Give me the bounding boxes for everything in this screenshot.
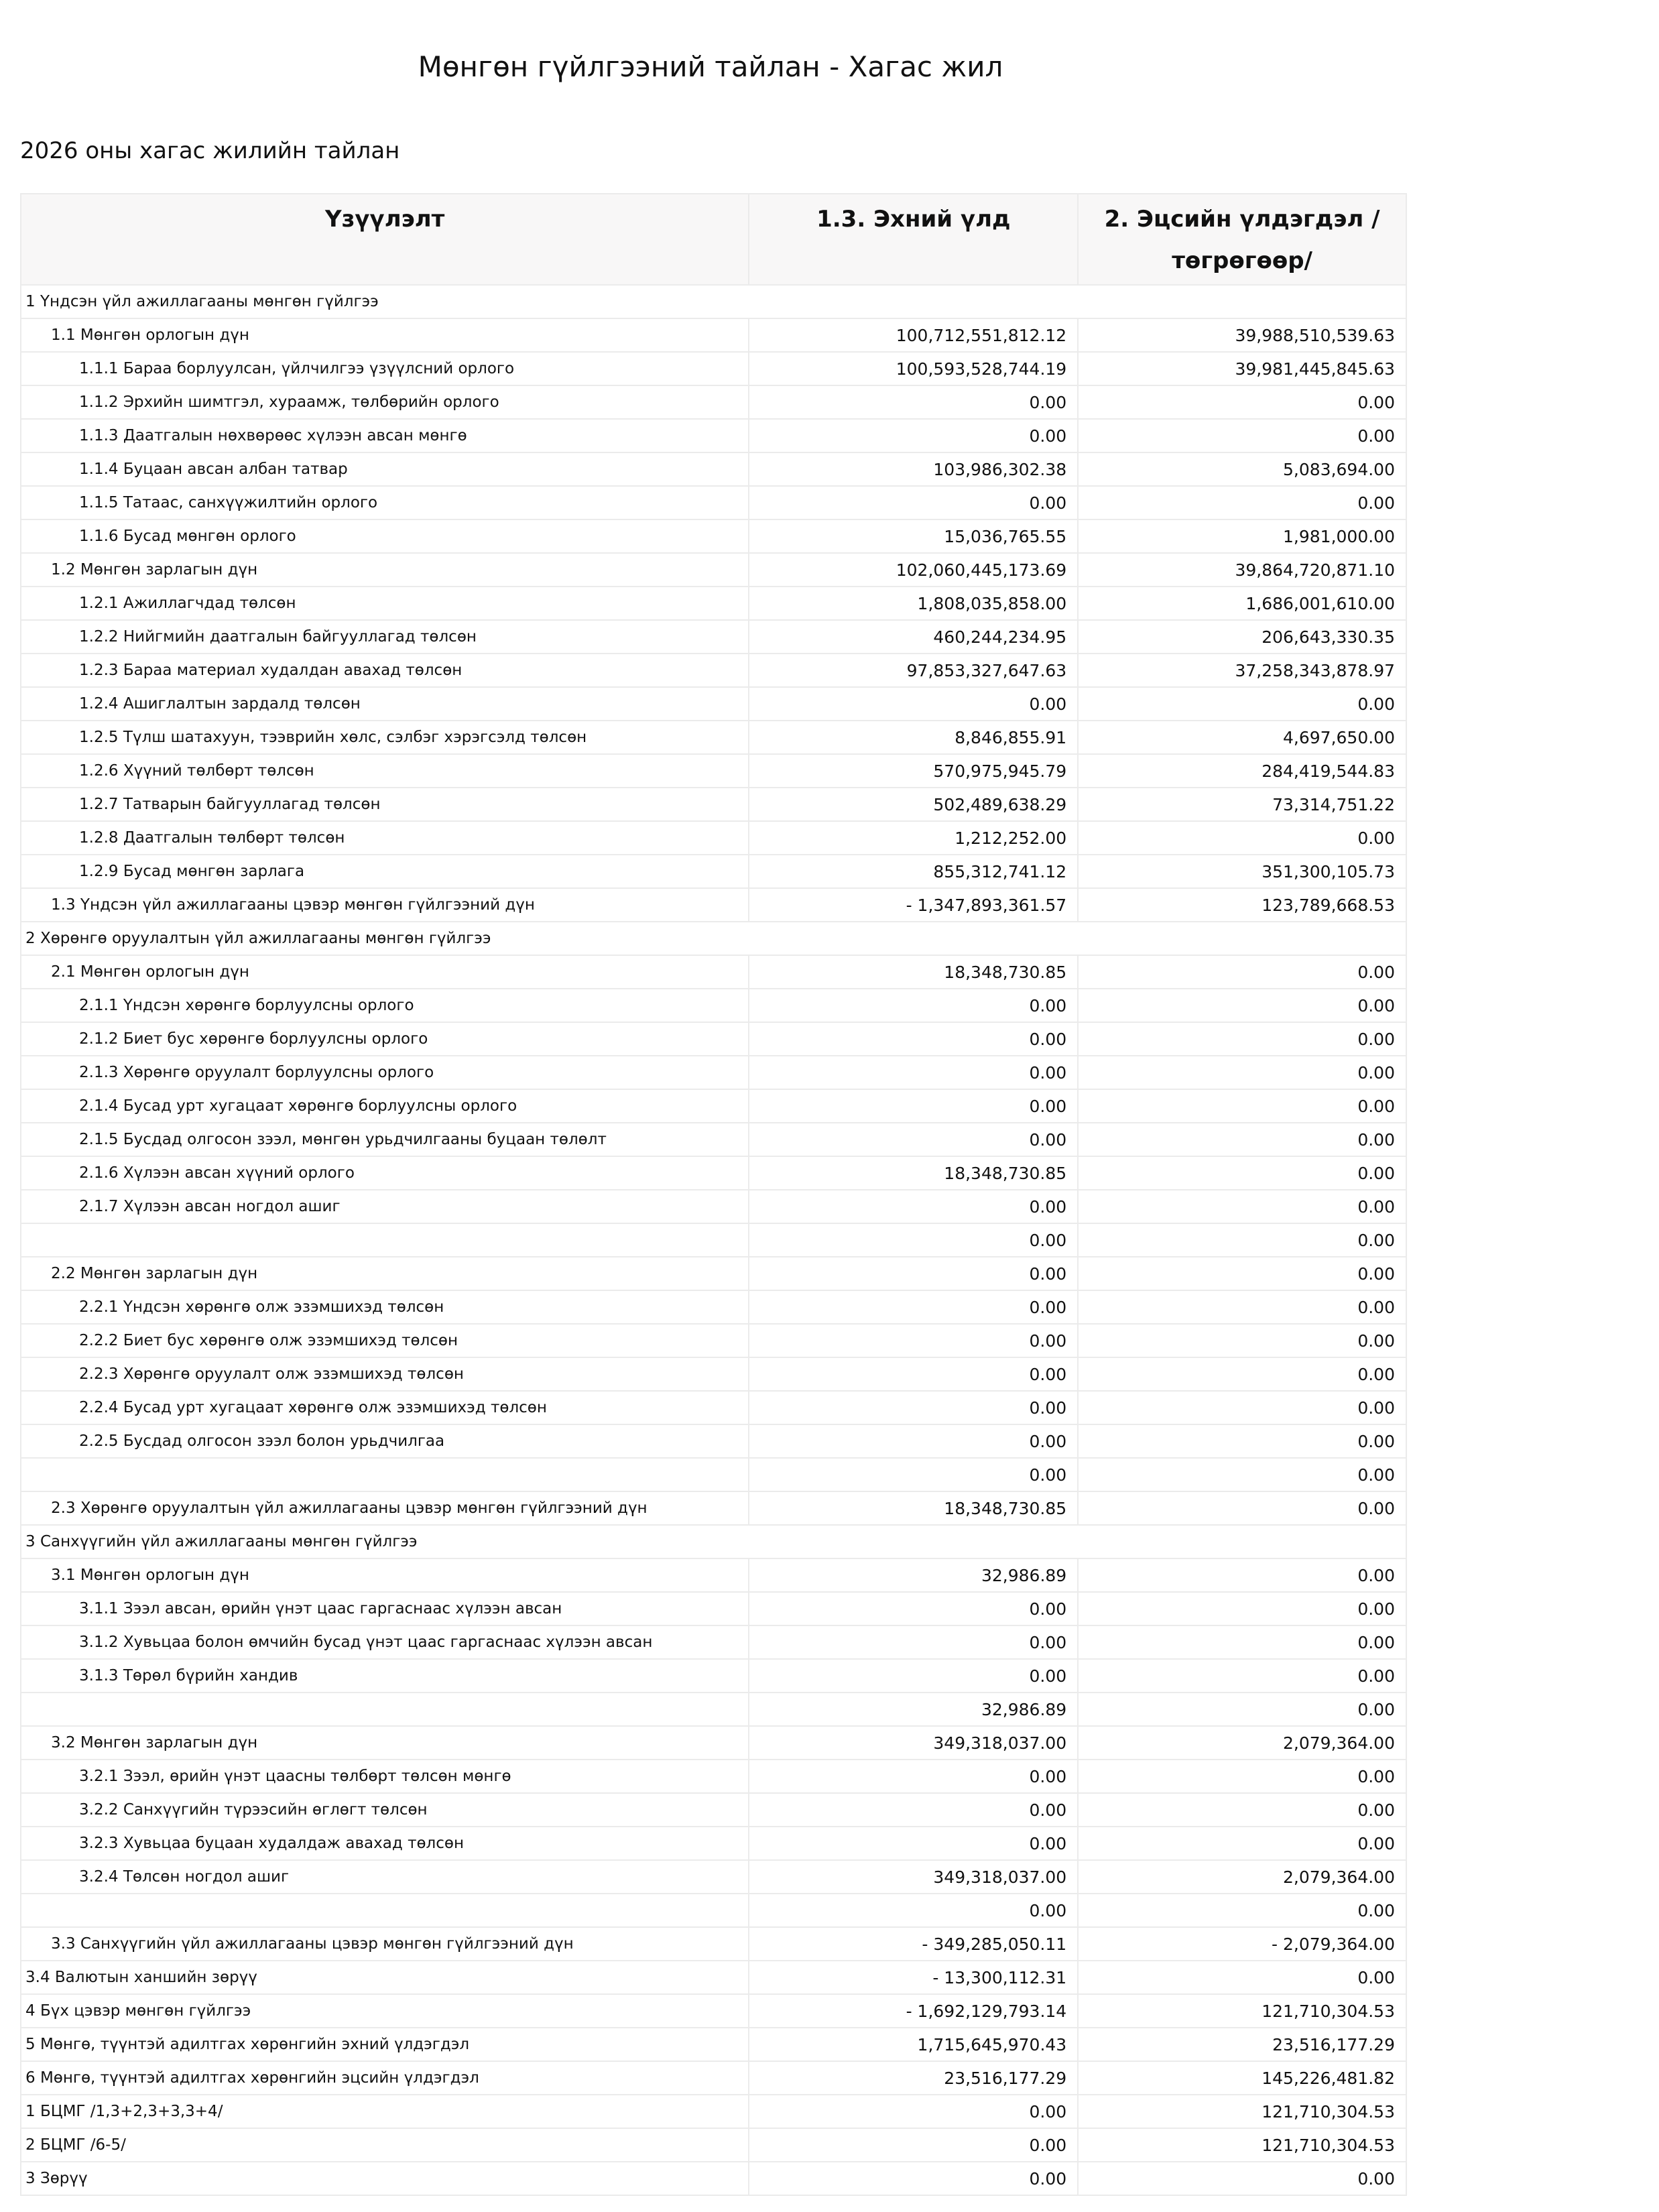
closing-value-cell: 1,981,000.00 (1078, 519, 1406, 553)
table-row (21, 352, 1406, 385)
closing-value-cell: 0.00 (1078, 1056, 1406, 1089)
row-label-cell (21, 1391, 749, 1424)
opening-value-cell: 0.00 (749, 419, 1078, 452)
row-label-cell (21, 2162, 749, 2195)
row-label: 1.1.6 Бусад мөнгөн орлого (79, 528, 296, 545)
row-label-cell (21, 1156, 749, 1190)
row-label: 2.2.2 Биет бус хөрөнгө олж эзэмшихэд төлсөн (79, 1332, 458, 1349)
row-label-cell (21, 754, 749, 788)
closing-value-cell: 4,697,650.00 (1078, 721, 1406, 754)
table-row (21, 754, 1406, 788)
table-row (21, 1994, 1406, 2028)
row-label: 3.1.2 Хувьцаа болон өмчийн бусад үнэт цаас гаргаснаас хүлээн авсан (79, 1634, 653, 1651)
opening-value-cell: 0.00 (749, 1894, 1078, 1927)
closing-value-cell: 0.00 (1078, 1793, 1406, 1827)
table-row (21, 1793, 1406, 1827)
table-row (21, 419, 1406, 452)
opening-value-cell: 0.00 (749, 1659, 1078, 1693)
opening-value-cell: 0.00 (749, 1592, 1078, 1625)
row-label: 2 БЦМГ /6-5/ (25, 2136, 126, 2154)
row-label-cell (21, 1290, 749, 1324)
opening-value-cell: 97,853,327,647.63 (749, 654, 1078, 687)
closing-value-cell: 0.00 (1078, 1223, 1406, 1257)
table-row (21, 1592, 1406, 1625)
row-label-cell (21, 1424, 749, 1458)
table-row (21, 2128, 1406, 2162)
closing-value-cell: 0.00 (1078, 1022, 1406, 1056)
closing-value-cell: 1,686,001,610.00 (1078, 587, 1406, 620)
table-row (21, 2061, 1406, 2095)
row-label: 2.1.6 Хүлээн авсан хүүний орлого (79, 1164, 355, 1182)
row-label: 1.2.6 Хүүний төлбөрт төлсөн (79, 762, 314, 780)
row-label-cell (21, 1693, 749, 1726)
row-label: 1.2.8 Даатгалын төлбөрт төлсөн (79, 829, 345, 847)
row-label: 3.4 Валютын ханшийн зөрүү (25, 1969, 257, 1986)
opening-value-cell: 103,986,302.38 (749, 452, 1078, 486)
row-label-cell (21, 2128, 749, 2162)
table-row (21, 1827, 1406, 1860)
closing-value-cell: 0.00 (1078, 1089, 1406, 1123)
opening-value-cell: 32,986.89 (749, 1693, 1078, 1726)
closing-value-cell: - 2,079,364.00 (1078, 1927, 1406, 1961)
row-label-cell (21, 2095, 749, 2128)
row-label-cell (21, 1223, 749, 1257)
table-header-row (21, 194, 1406, 285)
closing-value-cell: 121,710,304.53 (1078, 2128, 1406, 2162)
opening-value-cell: 100,712,551,812.12 (749, 318, 1078, 352)
table-row (21, 989, 1406, 1022)
row-label: 2.1.5 Бусдад олгосон зээл, мөнгөн урьдчилгааны буцаан төлөлт (79, 1131, 607, 1148)
closing-value-cell: 0.00 (1078, 1625, 1406, 1659)
table-row (21, 1056, 1406, 1089)
table-row (21, 1223, 1406, 1257)
opening-value-cell: 0.00 (749, 2162, 1078, 2195)
row-label-cell (21, 654, 749, 687)
row-label-cell (21, 1089, 749, 1123)
closing-value-cell: 121,710,304.53 (1078, 1994, 1406, 2028)
table-row (21, 620, 1406, 654)
closing-value-cell: 0.00 (1078, 1123, 1406, 1156)
row-label: 1.1 Мөнгөн орлогын дүн (51, 326, 249, 344)
closing-value-cell: 0.00 (1078, 1458, 1406, 1491)
closing-value-cell: 0.00 (1078, 1693, 1406, 1726)
row-label: 1 Үндсэн үйл ажиллагааны мөнгөн гүйлгээ (25, 293, 379, 310)
opening-value-cell: 32,986.89 (749, 1558, 1078, 1592)
table-row (21, 1391, 1406, 1424)
table-row (21, 1357, 1406, 1391)
closing-value-cell: 0.00 (1078, 486, 1406, 519)
opening-value-cell: 0.00 (749, 1458, 1078, 1491)
row-label-cell (21, 1022, 749, 1056)
row-label-cell (21, 486, 749, 519)
row-label-cell (21, 318, 749, 352)
row-label-cell (21, 519, 749, 553)
row-label-cell (21, 1592, 749, 1625)
table-row (21, 1860, 1406, 1894)
row-label-cell (21, 1458, 749, 1491)
table-row (21, 1458, 1406, 1491)
opening-value-cell: 0.00 (749, 1257, 1078, 1290)
table-row (21, 318, 1406, 352)
row-label-cell (21, 385, 749, 419)
row-label: 2 Хөрөнгө оруулалтын үйл ажиллагааны мөнгөн гүйлгээ (25, 930, 491, 947)
table-row (21, 519, 1406, 553)
row-label: 2.2 Мөнгөн зарлагын дүн (51, 1265, 258, 1282)
closing-value-cell: 0.00 (1078, 1592, 1406, 1625)
opening-value-cell: 100,593,528,744.19 (749, 352, 1078, 385)
opening-value-cell: 349,318,037.00 (749, 1726, 1078, 1760)
row-label-cell (21, 1257, 749, 1290)
table-row (21, 385, 1406, 419)
row-label: 1.2.3 Бараа материал худалдан авахад төлсөн (79, 662, 463, 679)
table-row (21, 1491, 1406, 1525)
closing-value-cell: 0.00 (1078, 1760, 1406, 1793)
table-row (21, 553, 1406, 587)
table-row (21, 2162, 1406, 2195)
opening-value-cell: 0.00 (749, 1022, 1078, 1056)
column-header-indicator: Үзүүлэлт (21, 194, 749, 285)
table-row (21, 788, 1406, 821)
closing-value-cell: 0.00 (1078, 821, 1406, 855)
table-row (21, 821, 1406, 855)
row-label: 1 БЦМГ /1,3+2,3+3,3+4/ (25, 2103, 223, 2120)
table-row (21, 2028, 1406, 2061)
closing-value-cell: 2,079,364.00 (1078, 1860, 1406, 1894)
row-label: 1.1.5 Татаас, санхүүжилтийн орлого (79, 494, 378, 511)
row-label-cell (21, 452, 749, 486)
opening-value-cell: 0.00 (749, 989, 1078, 1022)
row-label-cell (21, 1357, 749, 1391)
table-row (21, 1290, 1406, 1324)
row-label: 3.2 Мөнгөн зарлагын дүн (51, 1734, 258, 1752)
row-label-cell (21, 620, 749, 654)
opening-value-cell: 349,318,037.00 (749, 1860, 1078, 1894)
row-label: 1.1.1 Бараа борлуулсан, үйлчилгээ үзүүлсний орлого (79, 360, 515, 377)
row-label-cell (21, 1894, 749, 1927)
opening-value-cell: 0.00 (749, 687, 1078, 721)
row-label: 1.2.5 Түлш шатахуун, тээврийн хөлс, сэлбэг хэрэгсэлд төлсөн (79, 729, 587, 746)
opening-value-cell: 0.00 (749, 1793, 1078, 1827)
row-label-cell (21, 1123, 749, 1156)
row-label-cell (21, 1793, 749, 1827)
row-label: 3.2.3 Хувьцаа буцаан худалдаж авахад төлсөн (79, 1835, 464, 1852)
column-header-opening: 1.3. Эхний үлд (749, 194, 1078, 285)
row-label-cell (21, 721, 749, 754)
closing-value-cell: 0.00 (1078, 1290, 1406, 1324)
row-label: 3 Санхүүгийн үйл ажиллагааны мөнгөн гүйлгээ (25, 1533, 418, 1550)
closing-value-cell: 0.00 (1078, 2162, 1406, 2195)
opening-value-cell: 18,348,730.85 (749, 955, 1078, 989)
closing-value-cell: 2,079,364.00 (1078, 1726, 1406, 1760)
table-row (21, 1927, 1406, 1961)
cash-flow-table (20, 193, 1407, 2196)
row-label: 3.2.4 Төлсөн ногдол ашиг (79, 1868, 290, 1886)
opening-value-cell: 0.00 (749, 1123, 1078, 1156)
row-label-cell (21, 1659, 749, 1693)
table-row (21, 1894, 1406, 1927)
opening-value-cell: 8,846,855.91 (749, 721, 1078, 754)
row-label: 3.1 Мөнгөн орлогын дүн (51, 1566, 249, 1584)
row-label-cell (21, 1927, 749, 1961)
opening-value-cell: 0.00 (749, 1089, 1078, 1123)
closing-value-cell: 0.00 (1078, 1558, 1406, 1592)
row-label-cell (21, 587, 749, 620)
row-label-cell (21, 553, 749, 587)
opening-value-cell: 1,715,645,970.43 (749, 2028, 1078, 2061)
closing-value-cell: 145,226,481.82 (1078, 2061, 1406, 2095)
row-label-cell (21, 285, 1406, 318)
closing-value-cell: 39,981,445,845.63 (1078, 352, 1406, 385)
table-row (21, 1089, 1406, 1123)
opening-value-cell: 102,060,445,173.69 (749, 553, 1078, 587)
row-label: 1.3 Үндсэн үйл ажиллагааны цэвэр мөнгөн гүйлгээний дүн (51, 896, 535, 914)
row-label: 1.1.4 Буцаан авсан албан татвар (79, 460, 348, 478)
row-label: 1.2.9 Бусад мөнгөн зарлага (79, 863, 305, 880)
table-row (21, 687, 1406, 721)
closing-value-cell: 206,643,330.35 (1078, 620, 1406, 654)
row-label: 3.2.1 Зээл, өрийн үнэт цаасны төлбөрт төлсөн мөнгө (79, 1768, 511, 1785)
table-row (21, 654, 1406, 687)
row-label: 2.2.3 Хөрөнгө оруулалт олж эзэмшихэд төлсөн (79, 1365, 464, 1383)
opening-value-cell: 1,212,252.00 (749, 821, 1078, 855)
opening-value-cell: 0.00 (749, 1827, 1078, 1860)
closing-value-cell: 0.00 (1078, 1324, 1406, 1357)
opening-value-cell: 18,348,730.85 (749, 1491, 1078, 1525)
closing-value-cell: 23,516,177.29 (1078, 2028, 1406, 2061)
closing-value-cell: 39,864,720,871.10 (1078, 553, 1406, 587)
row-label-cell (21, 821, 749, 855)
table-row (21, 1324, 1406, 1357)
table-row (21, 486, 1406, 519)
row-label-cell (21, 1961, 749, 1994)
row-label: 2.1.2 Биет бус хөрөнгө борлуулсны орлого (79, 1030, 428, 1048)
row-label-cell (21, 1860, 749, 1894)
row-label: 2.1.7 Хүлээн авсан ногдол ашиг (79, 1198, 341, 1215)
report-title: Мөнгөн гүйлгээний тайлан - Хагас жил (418, 50, 1003, 83)
table-row (21, 888, 1406, 922)
row-label: 2.2.4 Бусад урт хугацаат хөрөнгө олж эзэмшихэд төлсөн (79, 1399, 547, 1416)
opening-value-cell: - 1,692,129,793.14 (749, 1994, 1078, 2028)
opening-value-cell: 0.00 (749, 1290, 1078, 1324)
opening-value-cell: 502,489,638.29 (749, 788, 1078, 821)
closing-value-cell: 123,789,668.53 (1078, 888, 1406, 922)
table-row (21, 1693, 1406, 1726)
closing-value-cell: 0.00 (1078, 1961, 1406, 1994)
table-row (21, 2095, 1406, 2128)
opening-value-cell: 0.00 (749, 2128, 1078, 2162)
section-row (21, 922, 1406, 955)
row-label-cell (21, 352, 749, 385)
closing-value-cell: 0.00 (1078, 687, 1406, 721)
opening-value-cell: - 13,300,112.31 (749, 1961, 1078, 1994)
opening-value-cell: - 1,347,893,361.57 (749, 888, 1078, 922)
opening-value-cell: 18,348,730.85 (749, 1156, 1078, 1190)
table-row (21, 587, 1406, 620)
table-row (21, 1257, 1406, 1290)
row-label: 6 Мөнгө, түүнтэй адилтгах хөрөнгийн эцсийн үлдэгдэл (25, 2069, 479, 2087)
row-label: 1.1.3 Даатгалын нөхвөрөөс хүлээн авсан мөнгө (79, 427, 467, 444)
opening-value-cell: 0.00 (749, 2095, 1078, 2128)
table-row (21, 1625, 1406, 1659)
column-header-closing: 2. Эцсийн үлдэгдэл / төгрөгөөр/ (1078, 194, 1406, 285)
row-label-cell (21, 1625, 749, 1659)
opening-value-cell: 855,312,741.12 (749, 855, 1078, 888)
table-row (21, 1961, 1406, 1994)
row-label-cell (21, 989, 749, 1022)
row-label: 3.2.2 Санхүүгийн түрээсийн өглөгт төлсөн (79, 1801, 428, 1819)
row-label: 5 Мөнгө, түүнтэй адилтгах хөрөнгийн эхний үлдэгдэл (25, 2036, 470, 2053)
closing-value-cell: 37,258,343,878.97 (1078, 654, 1406, 687)
closing-value-cell: 0.00 (1078, 385, 1406, 419)
row-label-cell (21, 1525, 1406, 1558)
table-row (21, 1190, 1406, 1223)
opening-value-cell: 0.00 (749, 1190, 1078, 1223)
closing-value-cell: 73,314,751.22 (1078, 788, 1406, 821)
table-row (21, 452, 1406, 486)
section-row (21, 1525, 1406, 1558)
table-row (21, 855, 1406, 888)
row-label-cell (21, 1726, 749, 1760)
closing-value-cell: 0.00 (1078, 1156, 1406, 1190)
opening-value-cell: 570,975,945.79 (749, 754, 1078, 788)
opening-value-cell: 0.00 (749, 1760, 1078, 1793)
closing-value-cell: 351,300,105.73 (1078, 855, 1406, 888)
row-label: 3.3 Санхүүгийн үйл ажиллагааны цэвэр мөнгөн гүйлгээний дүн (51, 1935, 574, 1953)
opening-value-cell: - 349,285,050.11 (749, 1927, 1078, 1961)
closing-value-cell: 0.00 (1078, 1894, 1406, 1927)
section-row (21, 285, 1406, 318)
row-label-cell (21, 2061, 749, 2095)
row-label-cell (21, 955, 749, 989)
table-row (21, 1424, 1406, 1458)
opening-value-cell: 0.00 (749, 1324, 1078, 1357)
row-label: 2.1.4 Бусад урт хугацаат хөрөнгө борлуулсны орлого (79, 1097, 517, 1115)
row-label-cell (21, 1324, 749, 1357)
table-row (21, 955, 1406, 989)
row-label: 1.2.7 Татварын байгууллагад төлсөн (79, 796, 381, 813)
table-row (21, 1156, 1406, 1190)
row-label: 1.1.2 Эрхийн шимтгэл, хураамж, төлбөрийн орлого (79, 393, 499, 411)
closing-value-cell: 0.00 (1078, 1659, 1406, 1693)
row-label: 1.2.4 Ашиглалтын зардалд төлсөн (79, 695, 361, 713)
row-label: 4 Бүх цэвэр мөнгөн гүйлгээ (25, 2002, 251, 2020)
opening-value-cell: 0.00 (749, 1625, 1078, 1659)
row-label: 1.2.2 Нийгмийн даатгалын байгууллагад төлсөн (79, 628, 477, 646)
row-label: 2.1 Мөнгөн орлогын дүн (51, 963, 249, 981)
row-label: 3 Зөрүү (25, 2170, 88, 2187)
opening-value-cell: 0.00 (749, 1424, 1078, 1458)
closing-value-cell: 284,419,544.83 (1078, 754, 1406, 788)
row-label-cell (21, 419, 749, 452)
row-label-cell (21, 1491, 749, 1525)
closing-value-cell: 39,988,510,539.63 (1078, 318, 1406, 352)
opening-value-cell: 1,808,035,858.00 (749, 587, 1078, 620)
opening-value-cell: 0.00 (749, 1391, 1078, 1424)
row-label-cell (21, 1056, 749, 1089)
closing-value-cell: 0.00 (1078, 1357, 1406, 1391)
closing-value-cell: 0.00 (1078, 989, 1406, 1022)
row-label-cell (21, 855, 749, 888)
row-label: 1.2.1 Ажиллагчдад төлсөн (79, 595, 296, 612)
table-row (21, 1726, 1406, 1760)
row-label-cell (21, 687, 749, 721)
table-row (21, 1659, 1406, 1693)
row-label-cell (21, 922, 1406, 955)
row-label: 2.2.1 Үндсэн хөрөнгө олж эзэмшихэд төлсөн (79, 1298, 444, 1316)
closing-value-cell: 0.00 (1078, 1491, 1406, 1525)
opening-value-cell: 0.00 (749, 385, 1078, 419)
opening-value-cell: 0.00 (749, 1357, 1078, 1391)
closing-value-cell: 0.00 (1078, 955, 1406, 989)
row-label: 3.1.3 Төрөл бүрийн хандив (79, 1667, 298, 1684)
closing-value-cell: 5,083,694.00 (1078, 452, 1406, 486)
opening-value-cell: 0.00 (749, 1223, 1078, 1257)
row-label-cell (21, 888, 749, 922)
row-label-cell (21, 1994, 749, 2028)
opening-value-cell: 0.00 (749, 1056, 1078, 1089)
opening-value-cell: 460,244,234.95 (749, 620, 1078, 654)
row-label-cell (21, 1558, 749, 1592)
closing-value-cell: 121,710,304.53 (1078, 2095, 1406, 2128)
row-label: 1.2 Мөнгөн зарлагын дүн (51, 561, 258, 578)
row-label: 3.1.1 Зээл авсан, өрийн үнэт цаас гаргаснаас хүлээн авсан (79, 1600, 562, 1617)
row-label-cell (21, 1190, 749, 1223)
table-row (21, 1558, 1406, 1592)
row-label-cell (21, 2028, 749, 2061)
report-subtitle: 2026 оны хагас жилийн тайлан (20, 137, 400, 164)
table-row (21, 1022, 1406, 1056)
table-row (21, 1123, 1406, 1156)
table-row (21, 1760, 1406, 1793)
row-label: 2.2.5 Бусдад олгосон зээл болон урьдчилгаа (79, 1432, 445, 1450)
row-label-cell (21, 1760, 749, 1793)
closing-value-cell: 0.00 (1078, 1190, 1406, 1223)
opening-value-cell: 15,036,765.55 (749, 519, 1078, 553)
table-body (21, 285, 1406, 2195)
closing-value-cell: 0.00 (1078, 419, 1406, 452)
row-label: 2.1.1 Үндсэн хөрөнгө борлуулсны орлого (79, 997, 414, 1014)
row-label-cell (21, 788, 749, 821)
closing-value-cell: 0.00 (1078, 1827, 1406, 1860)
closing-value-cell: 0.00 (1078, 1424, 1406, 1458)
opening-value-cell: 0.00 (749, 486, 1078, 519)
row-label: 2.3 Хөрөнгө оруулалтын үйл ажиллагааны цэвэр мөнгөн гүйлгээний дүн (51, 1499, 648, 1517)
table-row (21, 721, 1406, 754)
row-label: 2.1.3 Хөрөнгө оруулалт борлуулсны орлого (79, 1064, 434, 1081)
closing-value-cell: 0.00 (1078, 1257, 1406, 1290)
opening-value-cell: 23,516,177.29 (749, 2061, 1078, 2095)
closing-value-cell: 0.00 (1078, 1391, 1406, 1424)
row-label-cell (21, 1827, 749, 1860)
